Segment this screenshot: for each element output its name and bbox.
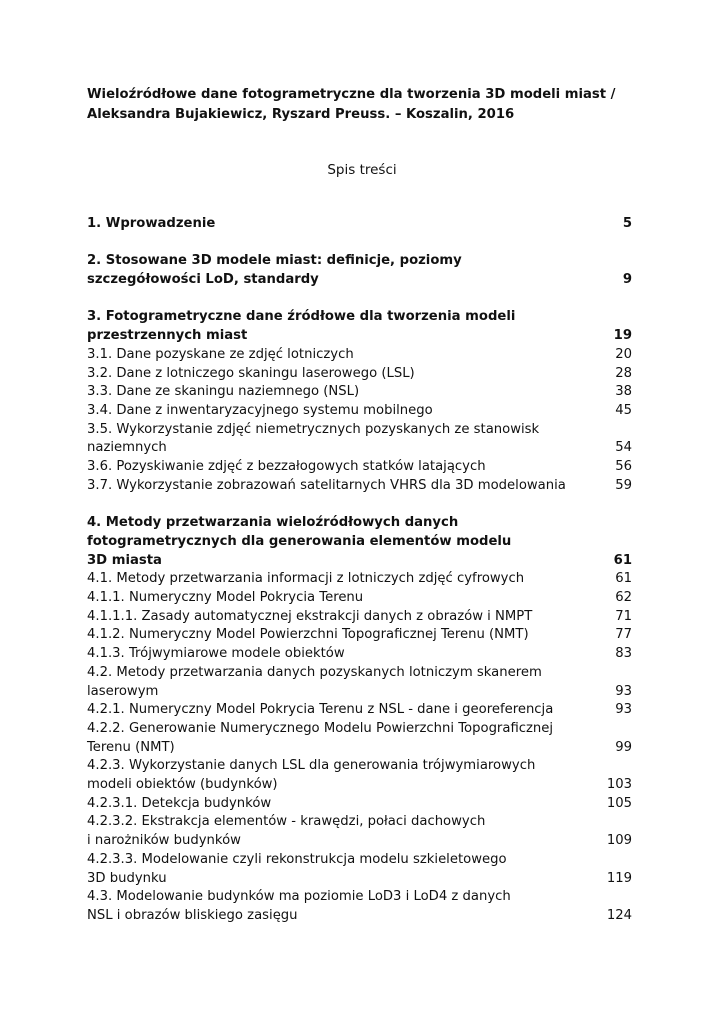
toc-entry [87, 701, 632, 720]
toc-entry-page-number: 20 [615, 346, 632, 362]
toc-entry [87, 570, 632, 589]
toc-entry-page-number: 59 [615, 477, 632, 493]
toc-entry [87, 664, 632, 701]
toc-entry-page-number: 103 [606, 777, 632, 793]
toc-entry-page-number: 109 [606, 833, 632, 849]
toc-entry-page-number: 61 [615, 571, 632, 587]
toc-entry [87, 626, 632, 645]
toc-entry-title: 1. Wprowadzenie [87, 216, 216, 231]
toc-entry [87, 795, 632, 814]
toc-entry-title: 4.2.3. Wykorzystanie danych LSL dla generowania trójwymiarowych modeli obiektów (budynków) [87, 758, 536, 793]
toc-entry-title: 4.1. Metody przetwarzania informacji z lotniczych zdjęć cyfrowych [87, 571, 525, 587]
toc-entry-page-number: 83 [615, 646, 632, 662]
table-of-contents [87, 215, 632, 926]
toc-entry-page-number: 38 [615, 384, 632, 400]
toc-entry [87, 458, 632, 477]
toc-entry-title: 4.1.3. Trójwymiarowe modele obiektów [87, 646, 345, 662]
toc-entry-title: 3.3. Dane ze skaningu naziemnego (NSL) [87, 384, 360, 400]
toc-entry-title: 3.6. Pozyskiwanie zdjęć z bezzałogowych statków latających [87, 459, 486, 475]
toc-entry-page-number: 45 [615, 403, 632, 418]
toc-entry [87, 477, 632, 496]
toc-entry-page-number: 124 [606, 907, 632, 923]
toc-entry-title: 4.1.1.1. Zasady automatycznej ekstrakcji danych z obrazów i NMPT [87, 608, 533, 624]
toc-entry-title: 4.2. Metody przetwarzania danych pozyskanych lotniczym skanerem laserowym [87, 664, 542, 699]
toc-entry [87, 308, 632, 345]
toc-entry-page-number: 99 [615, 739, 632, 755]
toc-entry [87, 402, 632, 421]
toc-entry [87, 346, 632, 365]
toc-entry-page-number: 71 [615, 608, 632, 624]
toc-entry-title: 3.5. Wykorzystanie zdjęć niemetrycznych pozyskanych ze stanowisk naziemnych [87, 421, 540, 456]
toc-entry-title: 3.7. Wykorzystanie zobrazowań satelitarnych VHRS dla 3D modelowania [87, 477, 566, 493]
toc-entry-page-number: 93 [615, 702, 632, 718]
toc-entry-page-number: 61 [613, 552, 632, 568]
toc-entry [87, 365, 632, 384]
toc-entry-page-number: 62 [615, 590, 632, 606]
toc-entry [87, 215, 632, 234]
toc-entry [87, 851, 632, 888]
toc-entry-title: 4. Metody przetwarzania wieloźródłowych danych fotogrametrycznych dla generowania elementów modelu 3D miasta [87, 515, 512, 568]
toc-entry-title: 3. Fotogrametryczne dane źródłowe dla tworzenia modeli przestrzennych miast [87, 309, 516, 344]
toc-entry [87, 720, 632, 757]
toc-entry-title: 4.2.3.2. Ekstrakcja elementów - krawędzi, połaci dachowych i narożników budynków [87, 814, 486, 849]
heading-line-authors: Aleksandra Bujakiewicz, Ryszard Preuss. – Koszalin, 2016 [87, 107, 515, 122]
toc-entry [87, 252, 632, 289]
toc-entry [87, 645, 632, 664]
heading-line-title: Wieloźródłowe dane fotogrametryczne dla tworzenia 3D modeli miast / [87, 87, 616, 102]
toc-entry-page-number: 5 [622, 216, 632, 231]
toc-entry-page-number: 56 [615, 459, 632, 475]
toc-entry-title: 2. Stosowane 3D modele miast: definicje, poziomy szczegółowości LoD, standardy [87, 253, 462, 288]
toc-title: Spis treści [327, 162, 397, 178]
toc-entry-title: 4.2.3.3. Modelowanie czyli rekonstrukcja modelu szkieletowego 3D budynku [87, 851, 507, 886]
toc-entry-page-number: 105 [606, 795, 632, 811]
toc-entry-title: 3.2. Dane z lotniczego skaningu laserowego (LSL) [87, 365, 415, 381]
toc-entry-page-number: 119 [606, 870, 632, 886]
toc-entry-title: 4.1.1. Numeryczny Model Pokrycia Terenu [87, 590, 364, 606]
toc-entry-title: 4.2.1. Numeryczny Model Pokrycia Terenu z NSL - dane i georeferencja [87, 702, 554, 718]
toc-entry-title: 3.4. Dane z inwentaryzacyjnego systemu mobilnego [87, 403, 433, 418]
toc-entry-page-number: 28 [615, 365, 632, 381]
toc-entry [87, 813, 632, 850]
toc-entry [87, 421, 632, 458]
toc-entry-title: 4.3. Modelowanie budynków ma poziomie LoD3 i LoD4 z danych NSL i obrazów bliskiego zasięgu [87, 889, 511, 923]
toc-entry [87, 608, 632, 627]
toc-entry-page-number: 93 [615, 683, 632, 699]
toc-entry-title: 4.1.2. Numeryczny Model Powierzchni Topograficznej Terenu (NMT) [87, 627, 529, 643]
toc-entry-page-number: 54 [615, 440, 632, 456]
toc-entry-title: 3.1. Dane pozyskane ze zdjęć lotniczych [87, 346, 354, 362]
document-heading [87, 85, 647, 125]
toc-entry [87, 514, 632, 570]
toc-entry [87, 589, 632, 608]
toc-entry-title: 4.2.3.1. Detekcja budynków [87, 795, 272, 811]
toc-entry-page-number: 77 [615, 627, 632, 643]
toc-entry-page-number: 9 [622, 272, 632, 288]
toc-entry-title: 4.2.2. Generowanie Numerycznego Modelu Powierzchni Topograficznej Terenu (NMT) [87, 720, 554, 755]
toc-entry [87, 757, 632, 794]
toc-entry [87, 383, 632, 402]
toc-entry [87, 888, 632, 925]
toc-entry-page-number: 19 [613, 328, 632, 344]
